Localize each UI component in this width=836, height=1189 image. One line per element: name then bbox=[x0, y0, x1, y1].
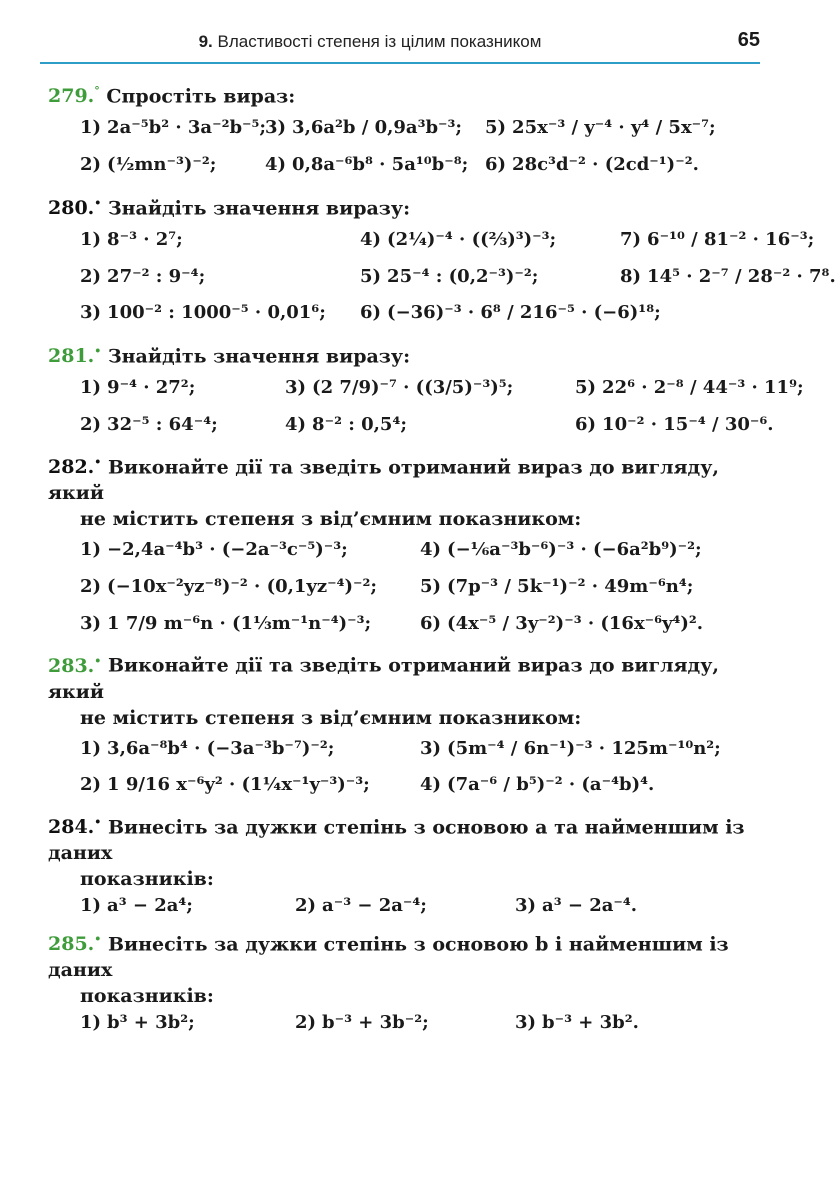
task-items bbox=[80, 222, 836, 332]
task-item: 1) −2,4a⁻⁴b³ · (−2a⁻³c⁻⁵)⁻³; bbox=[80, 539, 348, 561]
task-283 bbox=[48, 648, 758, 804]
task-item: 3) 100⁻² : 1000⁻⁵ · 0,01⁶; bbox=[80, 302, 326, 324]
task-item: 2) 1 9/16 x⁻⁶y² · (1¼x⁻¹y⁻³)⁻³; bbox=[80, 774, 370, 796]
task-item-empty bbox=[620, 306, 790, 322]
task-item: 6) (−36)⁻³ · 6⁸ / 216⁻⁵ · (−6)¹⁸; bbox=[360, 302, 661, 324]
task-item: 1) 8⁻³ · 2⁷; bbox=[80, 229, 183, 251]
task-item: 5) 22⁶ · 2⁻⁸ / 44⁻³ · 11⁹; bbox=[575, 377, 804, 399]
task-heading bbox=[48, 78, 758, 110]
task-item: 2) (−10x⁻²yz⁻⁸)⁻² · (0,1yz⁻⁴)⁻²; bbox=[80, 575, 378, 597]
task-item: 3) b⁻³ + 3b². bbox=[515, 1012, 639, 1034]
task-items bbox=[80, 1009, 758, 1038]
task-items bbox=[80, 370, 804, 443]
task-number: 280.• bbox=[48, 196, 102, 220]
task-item: 2) 27⁻² : 9⁻⁴; bbox=[80, 265, 206, 287]
task-items bbox=[80, 731, 758, 804]
task-item: 2) b⁻³ + 3b⁻²; bbox=[295, 1012, 429, 1034]
task-heading bbox=[48, 190, 758, 222]
task-285 bbox=[48, 927, 758, 1038]
page-header bbox=[40, 28, 760, 64]
page-number: 65 bbox=[737, 29, 760, 51]
chapter-title-text: Властивості степеня із цілим показником bbox=[217, 32, 542, 51]
task-title-line: Виконайте дії та зведіть отриманий вираз до вигляду, який bbox=[48, 654, 719, 703]
task-title-line: показників: bbox=[80, 985, 214, 1008]
task-item: 7) 6⁻¹⁰ / 81⁻² · 16⁻³; bbox=[620, 229, 815, 251]
task-item: 4) 0,8a⁻⁶b⁸ · 5a¹⁰b⁻⁸; bbox=[265, 154, 469, 176]
task-number: 283.• bbox=[48, 654, 102, 677]
task-number: 284.• bbox=[48, 815, 102, 839]
task-item: 3) 1 7/9 m⁻⁶n · (1⅓m⁻¹n⁻⁴)⁻³; bbox=[80, 612, 372, 634]
task-title-line: не містить степеня з від’ємним показником: bbox=[80, 706, 582, 729]
task-item: 1) b³ + 3b²; bbox=[80, 1012, 195, 1034]
task-item: 5) 25x⁻³ / y⁻⁴ · y⁴ / 5x⁻⁷; bbox=[485, 117, 716, 139]
task-item: 6) 28c³d⁻² · (2cd⁻¹)⁻². bbox=[485, 154, 699, 176]
chapter-title bbox=[40, 32, 700, 52]
task-item: 8) 14⁵ · 2⁻⁷ / 28⁻² · 7⁸. bbox=[620, 265, 836, 287]
task-item: 5) (7p⁻³ / 5k⁻¹)⁻² · 49m⁻⁶n⁴; bbox=[420, 575, 694, 597]
task-items bbox=[80, 532, 758, 642]
task-item: 6) (4x⁻⁵ / 3y⁻²)⁻³ · (16x⁻⁶y⁴)². bbox=[420, 612, 704, 634]
task-item: 3) a³ − 2a⁻⁴. bbox=[515, 895, 638, 917]
task-title-line: Винесіть за дужки степінь з основою b і найменшим із даних bbox=[48, 933, 729, 982]
task-title: Знайдіть значення виразу: bbox=[107, 345, 411, 368]
task-item: 3) 3,6a²b / 0,9a³b⁻³; bbox=[265, 117, 463, 139]
task-item: 1) 2a⁻⁵b² · 3a⁻²b⁻⁵; bbox=[80, 117, 267, 139]
task-item: 3) (2 7/9)⁻⁷ · ((3/5)⁻³)⁵; bbox=[285, 377, 514, 399]
task-title: Спростіть вираз: bbox=[106, 85, 296, 108]
task-item: 2) 32⁻⁵ : 64⁻⁴; bbox=[80, 414, 218, 436]
task-heading bbox=[48, 648, 758, 704]
task-item: 1) a³ − 2a⁴; bbox=[80, 895, 193, 917]
task-item: 1) 3,6a⁻⁸b⁴ · (−3a⁻³b⁻⁷)⁻²; bbox=[80, 737, 335, 759]
task-heading bbox=[48, 810, 758, 866]
task-item: 2) a⁻³ − 2a⁻⁴; bbox=[295, 895, 427, 917]
task-284 bbox=[48, 810, 758, 921]
chapter-number: 9. bbox=[198, 32, 213, 51]
task-number: 279.° bbox=[48, 85, 100, 108]
task-heading bbox=[48, 338, 758, 370]
task-title-line: Виконайте дії та зведіть отриманий вираз до вигляду, який bbox=[48, 456, 719, 505]
task-heading bbox=[48, 450, 758, 506]
task-item: 4) (−⅙a⁻³b⁻⁶)⁻³ · (−6a²b⁹)⁻²; bbox=[420, 539, 702, 561]
task-title-line: не містить степеня з від’ємним показником: bbox=[80, 508, 582, 531]
task-item: 4) 8⁻² : 0,5⁴; bbox=[285, 414, 407, 436]
task-title-line: показників: bbox=[80, 868, 214, 891]
task-item: 5) 25⁻⁴ : (0,2⁻³)⁻²; bbox=[360, 265, 539, 287]
task-items bbox=[80, 892, 758, 921]
task-number: 281.• bbox=[48, 345, 102, 368]
task-item: 2) (½mn⁻³)⁻²; bbox=[80, 154, 217, 176]
task-279 bbox=[48, 78, 758, 184]
exercise-list bbox=[48, 78, 836, 1044]
task-280 bbox=[48, 190, 836, 332]
task-heading bbox=[48, 927, 758, 983]
task-number: 285.• bbox=[48, 932, 102, 956]
task-items bbox=[80, 110, 758, 183]
task-title-line: Винесіть за дужки степінь з основою a та найменшим із даних bbox=[48, 816, 745, 865]
task-item: 6) 10⁻² · 15⁻⁴ / 30⁻⁶. bbox=[575, 414, 774, 436]
task-282 bbox=[48, 450, 758, 642]
task-item: 4) (2¼)⁻⁴ · ((⅔)³)⁻³; bbox=[360, 229, 557, 251]
task-title: Знайдіть значення виразу: bbox=[107, 197, 411, 220]
task-item: 3) (5m⁻⁴ / 6n⁻¹)⁻³ · 125m⁻¹⁰n²; bbox=[420, 737, 721, 759]
task-item: 1) 9⁻⁴ · 27²; bbox=[80, 377, 196, 399]
task-item: 4) (7a⁻⁶ / b⁵)⁻² · (a⁻⁴b)⁴. bbox=[420, 774, 655, 796]
task-281 bbox=[48, 338, 804, 444]
task-number: 282.• bbox=[48, 455, 102, 479]
